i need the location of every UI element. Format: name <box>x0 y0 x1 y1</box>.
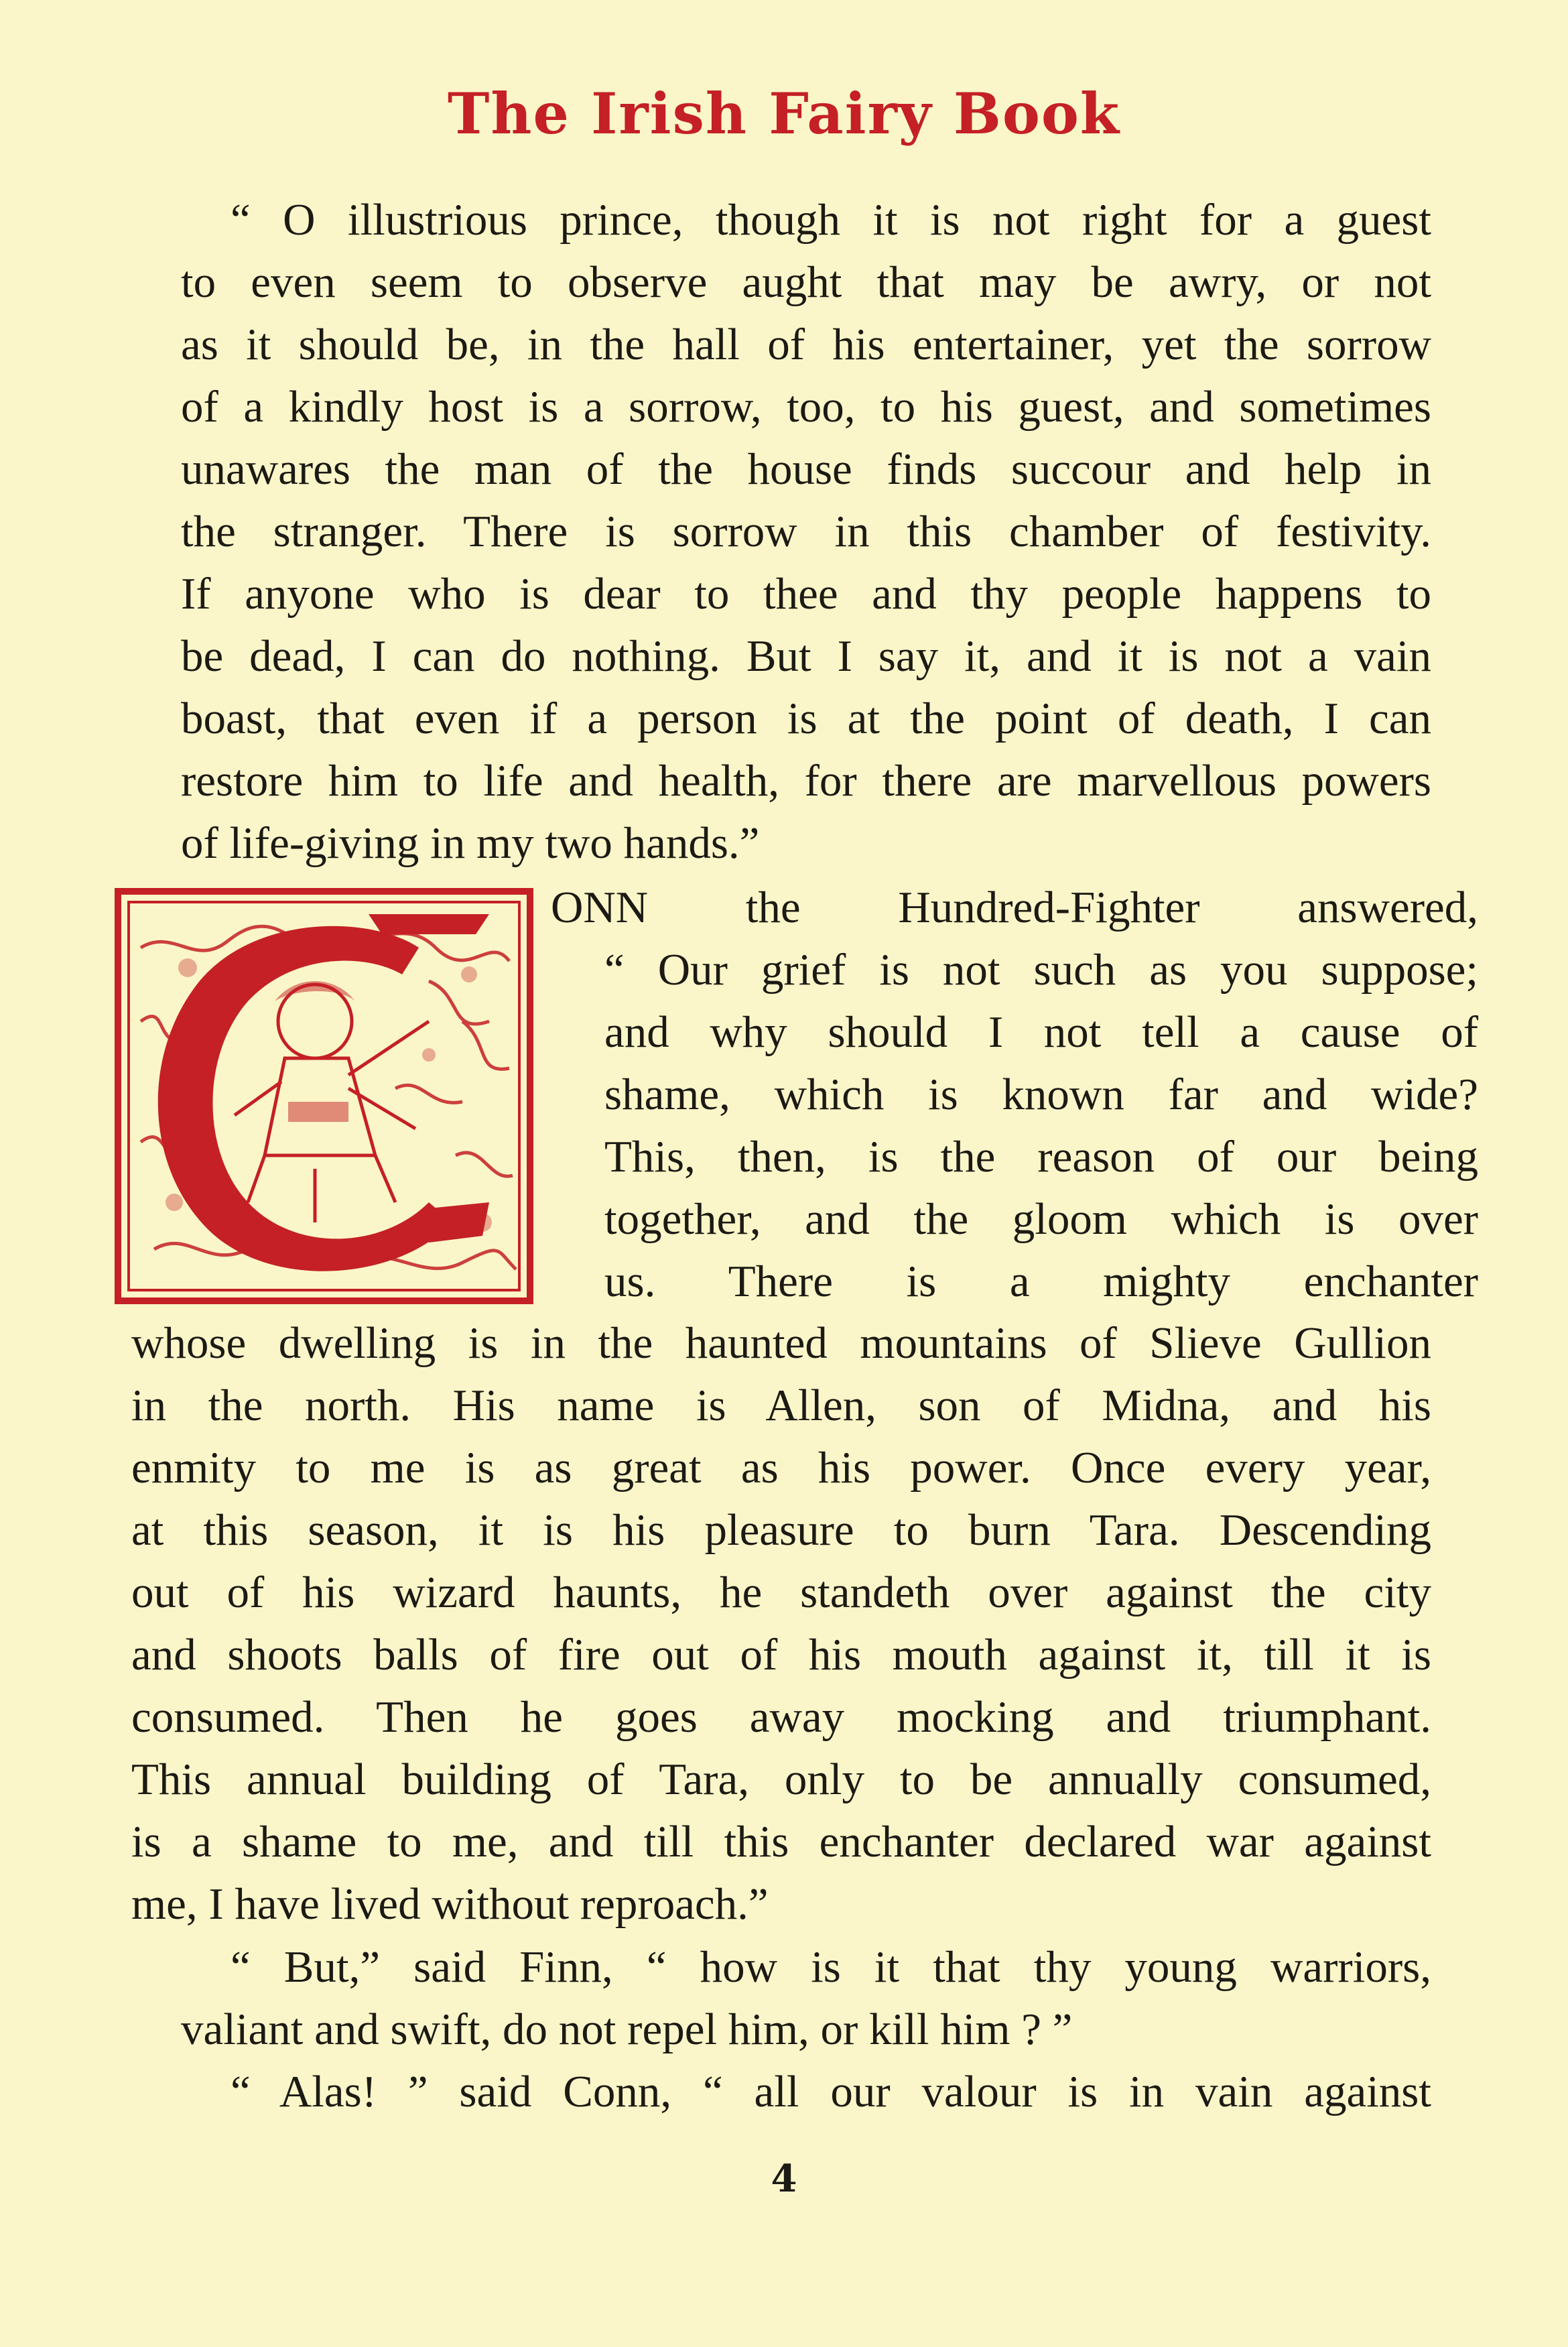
text-line: together, and the gloom which is over <box>604 1194 1478 1244</box>
text-line: restore him to life and health, for there are marvellous powers <box>181 756 1431 806</box>
paragraph-1 <box>131 189 1431 875</box>
text-line: whose dwelling is in the haunted mountains of Slieve Gullion <box>131 1318 1431 1368</box>
text-line: “ But,” said Finn, “ how is it that thy young warriors, <box>231 1942 1431 1992</box>
text-line: and shoots balls of fire out of his mouth against it, till it is <box>131 1630 1431 1679</box>
text-line: and why should I not tell a cause of <box>604 1007 1478 1057</box>
text-line: unawares the man of the house finds succour and help in <box>181 444 1431 494</box>
text-line: be dead, I can do nothing. But I say it, and it is not a vain <box>181 631 1431 681</box>
running-head: The Irish Fairy Book <box>447 80 1121 147</box>
text-line: “ Our grief is not such as you suppose; <box>604 945 1478 995</box>
text-line: us. There is a mighty enchanter <box>604 1257 1478 1306</box>
text-line: of a kindly host is a sorrow, too, to his guest, and sometimes <box>181 382 1431 432</box>
text-line: of life-giving in my two hands.” <box>181 818 760 868</box>
illuminated-initial-c-icon <box>114 887 534 1305</box>
paragraph-3 <box>131 1936 1431 2061</box>
paragraph-4 <box>131 2061 1431 2123</box>
text-line: enmity to me is as great as his power. Once every year, <box>131 1443 1431 1493</box>
text-line: “ O illustrious prince, though it is not right for a guest <box>231 195 1431 245</box>
text-line: out of his wizard haunts, he standeth over against the city <box>131 1568 1431 1617</box>
paragraph-2-continued <box>131 1312 1431 1936</box>
text-line: the stranger. There is sorrow in this chamber of festivity. <box>181 507 1431 556</box>
text-line: at this season, it is his pleasure to burn Tara. Descending <box>131 1505 1431 1555</box>
text-line: consumed. Then he goes away mocking and triumphant. <box>131 1692 1431 1742</box>
paragraph-2-beside-initial <box>551 877 1478 1313</box>
text-line: as it should be, in the hall of his entertainer, yet the sorrow <box>181 320 1431 369</box>
page-number: 4 <box>771 2157 797 2201</box>
text-line: valiant and swift, do not repel him, or kill him ? ” <box>181 2005 1073 2054</box>
text-line: boast, that even if a person is at the point of death, I can <box>181 694 1431 743</box>
text-line: This annual building of Tara, only to be annually consumed, <box>131 1755 1431 1804</box>
text-line: shame, which is known far and wide? <box>604 1070 1478 1119</box>
text-line: If anyone who is dear to thee and thy people happens to <box>181 569 1431 619</box>
text-line: “ Alas! ” said Conn, “ all our valour is in vain against <box>231 2067 1431 2116</box>
text-line: to even seem to observe aught that may be awry, or not <box>181 257 1431 307</box>
text-line: me, I have lived without reproach.” <box>131 1879 769 1929</box>
text-line: This, then, is the reason of our being <box>604 1132 1478 1182</box>
text-line: is a shame to me, and till this enchanter declared war against <box>131 1817 1431 1866</box>
text-line: in the north. His name is Allen, son of Midna, and his <box>131 1381 1431 1430</box>
text-line: ONN the Hundred-Fighter answered, <box>551 883 1478 932</box>
